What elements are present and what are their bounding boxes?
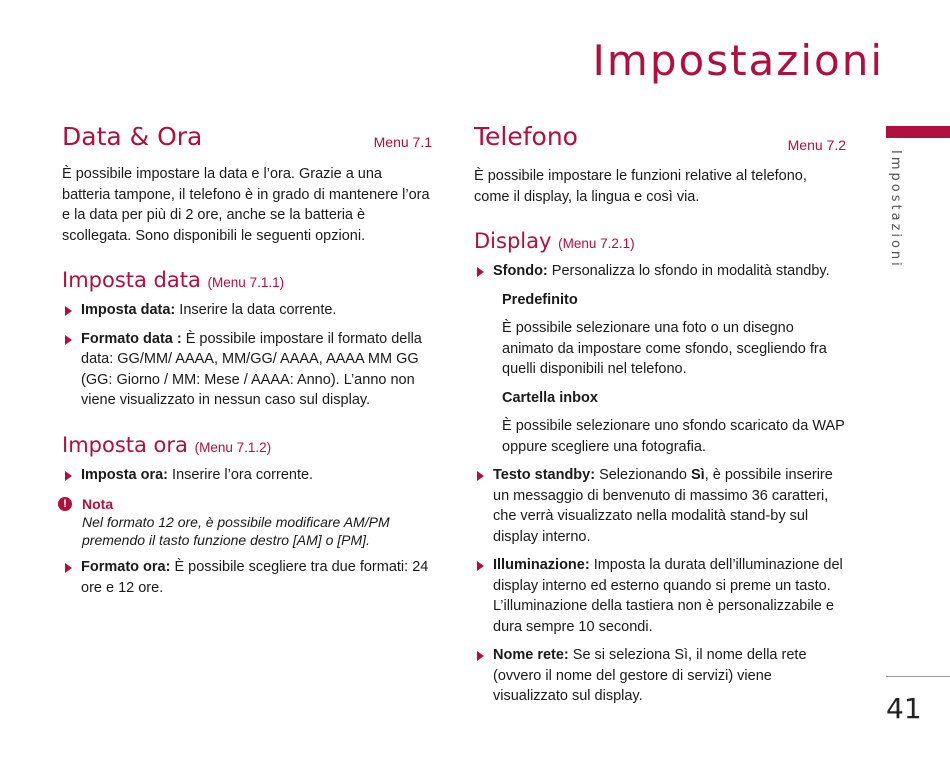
item-text: , è possibile inserire un messaggio di benvenuto di massimo 36 caratteri, che verrà visualizzato nella modalità stand-by sul display interno. xyxy=(493,467,833,545)
list-item xyxy=(474,465,846,547)
item-text: Inserire l’ora corrente. xyxy=(168,466,314,483)
option-heading: Cartella inbox xyxy=(502,389,598,406)
menu-reference: Menu 7.2 xyxy=(787,137,846,153)
item-label: Nome rete: xyxy=(493,647,569,663)
section-title: Data & Ora xyxy=(62,122,203,151)
page-number: 41 xyxy=(886,692,922,725)
list-item xyxy=(62,557,432,598)
warning-icon: ! xyxy=(58,497,72,511)
item-label: Sfondo: xyxy=(493,263,548,279)
item-emphasis: Sì xyxy=(690,467,705,483)
menu-reference: (Menu 7.1.2) xyxy=(194,439,272,455)
right-column xyxy=(474,122,846,707)
item-label: Formato data : xyxy=(81,330,182,347)
option-text: È possibile selezionare uno sfondo scaricato da WAP oppure scegliere una fotografia. xyxy=(502,418,845,455)
bullet-arrow-icon xyxy=(477,471,484,481)
bullet-arrow-icon xyxy=(65,563,72,573)
list-item xyxy=(474,261,846,282)
subsection-title: Display xyxy=(474,229,552,253)
section-header-data-ora xyxy=(62,122,432,158)
item-text: Personalizza lo sfondo in modalità standby. xyxy=(547,263,830,279)
list-item xyxy=(62,465,432,486)
menu-reference: Menu 7.1 xyxy=(373,134,432,150)
item-label: Testo standby: xyxy=(493,467,596,483)
left-column xyxy=(62,122,432,598)
page-title: Impostazioni xyxy=(592,36,884,85)
item-text: Imposta la durata dell’illuminazione del display interno ed esterno quando si preme un tasto. L’illuminazione della tastiera non è personalizzabile e dura sempre 10 secondi. xyxy=(493,557,843,635)
list-item xyxy=(62,329,432,411)
item-label: Formato ora: xyxy=(81,559,171,575)
list-item xyxy=(474,645,846,707)
section-intro: È possibile impostare le funzioni relative al telefono, come il display, la lingua e così via. xyxy=(474,168,807,205)
bullet-arrow-icon xyxy=(65,306,72,316)
list-item xyxy=(62,300,432,321)
subsection-title-display xyxy=(474,229,846,253)
note-label: Nota xyxy=(82,496,114,512)
list-item xyxy=(474,555,846,637)
item-text: Selezionando xyxy=(595,467,691,483)
subsection-title-imposta-data xyxy=(62,268,432,292)
section-title: Telefono xyxy=(474,122,578,151)
bullet-arrow-icon xyxy=(65,335,72,345)
bullet-arrow-icon xyxy=(477,267,484,277)
item-label: Illuminazione: xyxy=(493,557,590,573)
menu-reference: (Menu 7.2.1) xyxy=(558,236,635,251)
option-text: È possibile selezionare una foto o un disegno animato da impostare come sfondo, scegliendo fra quelli disponibili nel telefono. xyxy=(502,320,827,377)
item-label: Imposta ora: xyxy=(81,466,169,483)
option-heading: Predefinito xyxy=(502,291,578,308)
bullet-arrow-icon xyxy=(477,561,484,571)
page-number-divider xyxy=(886,676,950,677)
item-text: È possibile scegliere tra due formati: 24 ore e 12 ore. xyxy=(81,559,429,596)
sub-options xyxy=(474,290,846,458)
bullet-arrow-icon xyxy=(477,651,484,661)
bullet-arrow-icon xyxy=(65,471,72,481)
item-label: Imposta data: xyxy=(81,302,176,318)
side-tab-label: Impostazioni xyxy=(888,150,903,269)
menu-reference: (Menu 7.1.1) xyxy=(207,275,285,290)
item-text: È possibile impostare il formato della data: GG/MM/ AAAA, MM/GG/ AAAA, AAAA MM GG (GG: Giorno / MM: Mese / AAAA: Anno). L’anno non viene visualizzato in nessun caso sul display. xyxy=(81,330,422,408)
note-text: Nel formato 12 ore, è possibile modificare AM/PM premendo il tasto funzione destro [AM] o [PM]. xyxy=(82,514,390,548)
subsection-title: Imposta ora xyxy=(62,432,188,457)
subsection-title-imposta-ora xyxy=(62,433,432,457)
item-text: Se si seleziona Sì, il nome della rete (ovvero il nome del gestore di servizi) viene visualizzato sul display. xyxy=(493,647,807,704)
note-box xyxy=(62,495,432,549)
side-tab-bar xyxy=(886,126,950,138)
section-header-telefono xyxy=(474,122,846,158)
subsection-title: Imposta data xyxy=(62,268,201,292)
section-intro: È possibile impostare la data e l’ora. Grazie a una batteria tampone, il telefono è in grado di mantenere l’ora e la data per più di 2 ore, anche se la batteria è scollegata. Sono disponibili le seguenti opzioni. xyxy=(62,166,430,244)
item-text: Inserire la data corrente. xyxy=(175,302,337,318)
